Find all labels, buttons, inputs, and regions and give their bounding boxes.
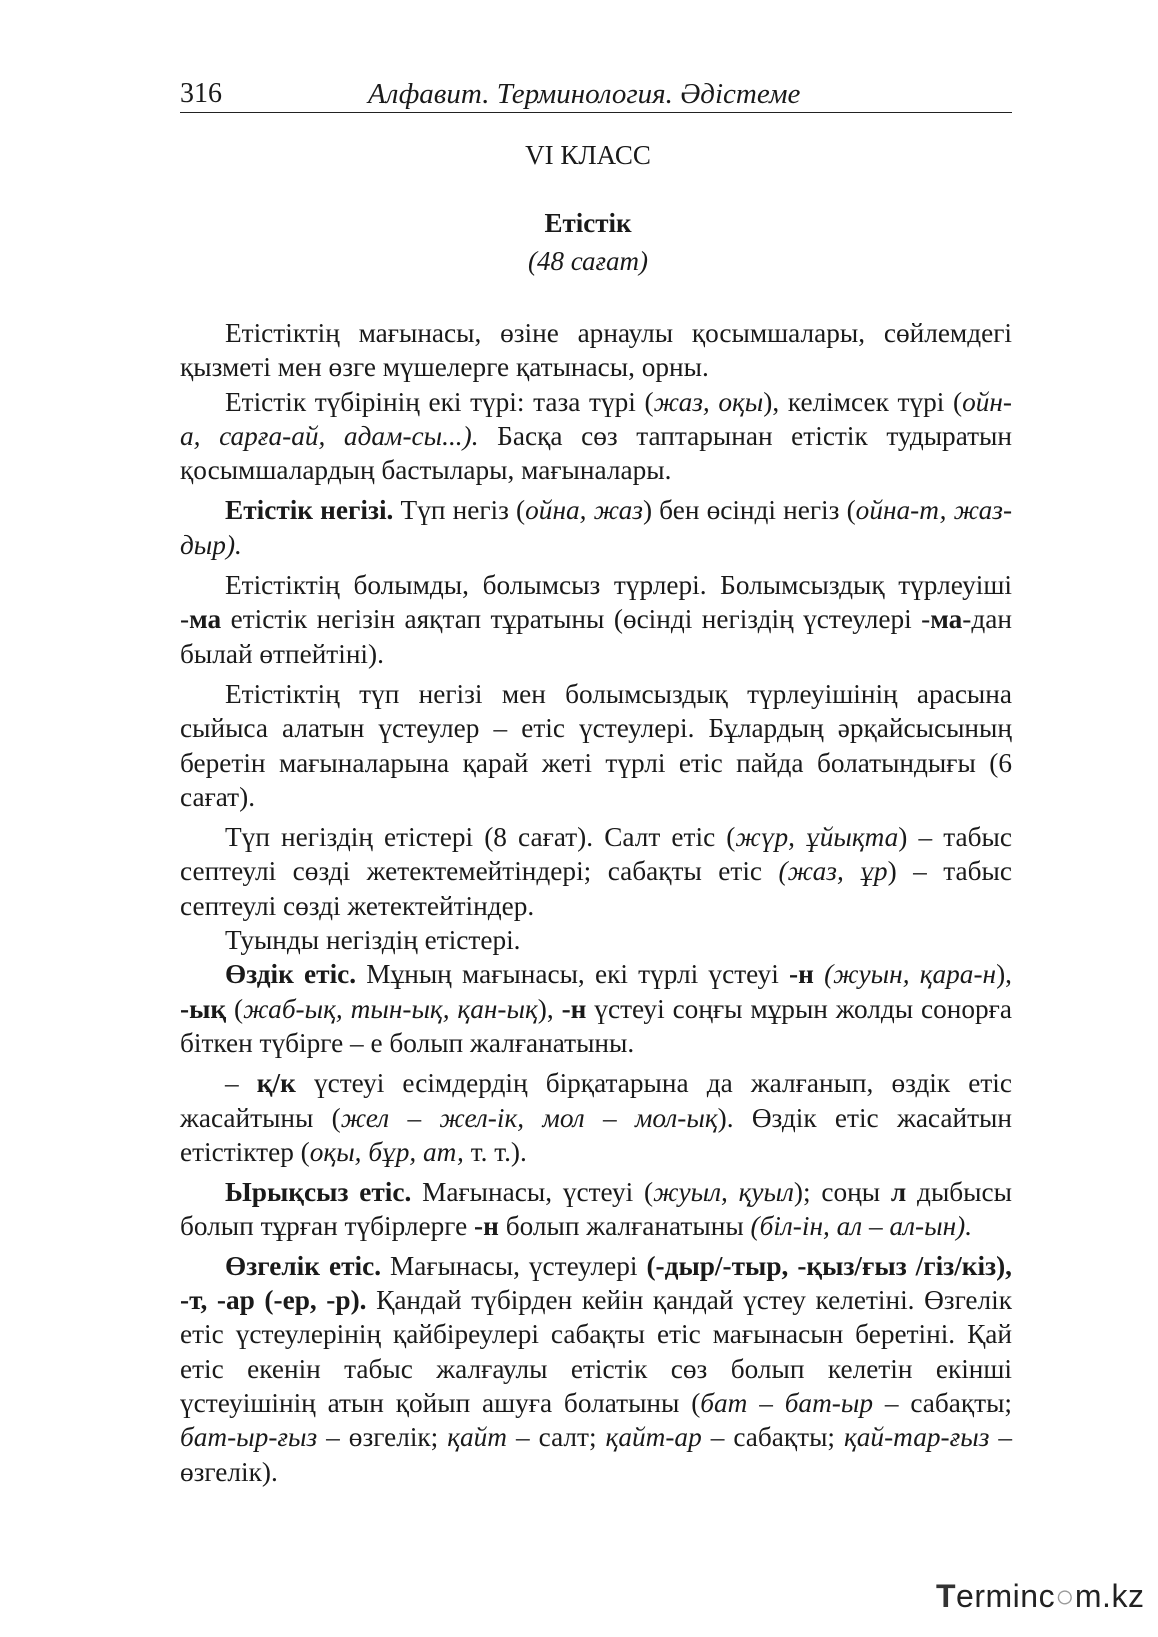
text-run: –: [225, 1068, 257, 1099]
text-run: -дан былай өтпейтіні).: [180, 604, 1012, 669]
text-run: ),: [996, 959, 1012, 990]
text-run: ) бен өсінді негіз (: [642, 495, 856, 526]
paragraph: [180, 1249, 1012, 1489]
paragraph: [180, 820, 1012, 923]
paragraph: [180, 493, 1012, 562]
italic-example: қайт-ар: [605, 1422, 702, 1453]
bold-term: ма: [189, 604, 222, 635]
watermark-part2: m.kz: [1074, 1578, 1145, 1614]
italic-example: (біл-ін, ал – ал-ын).: [750, 1211, 973, 1242]
text-run: – салт;: [507, 1422, 606, 1453]
italic-example: (жуын, қара-н: [824, 959, 997, 990]
text-run: Қандай түбірден кейін қандай үстеу келетіні. Өзгелік етіс үстеулерінің қайбіреулері сабақты етіс мағынасын беретіні. Қай етіс екенін табыс жалғаулы етістік сөз болып келетін екінші үстеуішінің атын қойып ашуға болатыны (: [180, 1285, 1012, 1418]
text-run: ), келімсек түрі (: [763, 386, 963, 417]
watermark-logo: [936, 1578, 1144, 1615]
text-run: Мағынасы, үстеуі (: [411, 1177, 654, 1208]
bold-term: -ық: [180, 993, 227, 1024]
paragraph: [180, 923, 1012, 957]
bold-term: қ/к: [256, 1068, 296, 1099]
text-run: Түп негіз (: [393, 495, 526, 526]
text-run: Мұның мағынасы, екі түрлі үстеуі: [356, 959, 790, 990]
bold-term: Ырықсыз етіс.: [225, 1177, 412, 1208]
italic-example: бат-ыр-ғыз: [180, 1422, 318, 1453]
bold-term: л: [890, 1177, 907, 1208]
text-run: етістік негізін аяқтап тұратыны (өсінді негіздің үстеулері -: [221, 604, 931, 635]
italic-example: жел – жел-ік, мол – мол-ық: [340, 1102, 718, 1133]
text-run: т. т.).: [463, 1136, 527, 1167]
bold-term: (-дыр/-тыр, -қыз/ғыз /гіз/кіз), -т, -ар (-ер, -р).: [180, 1250, 1012, 1316]
italic-example: жүр, ұйықта: [735, 822, 899, 853]
running-title: Алфавит. Терминология. Әдістеме: [368, 78, 801, 110]
section-title: Етістік: [544, 208, 632, 238]
bold-term: ма: [930, 604, 963, 635]
magnifier-icon: ○: [1055, 1578, 1075, 1614]
bold-term: -н: [789, 959, 814, 990]
italic-example: жаз, оқы: [653, 386, 764, 417]
text-run: (: [226, 993, 244, 1024]
text-run: үстеуі есімдердің бірқатарына да жалғанып, өздік етіс жасайтыны (: [180, 1068, 1012, 1133]
text-run: ). Өздік етіс жасайтын етістіктер (: [180, 1102, 1012, 1167]
section-hours: (48 сағат): [527, 246, 649, 276]
italic-example: ойна-т, жаз-дыр).: [180, 495, 1013, 560]
text-run: – сабақты;: [701, 1422, 844, 1453]
bold-term: -н: [561, 993, 587, 1024]
body-text: [180, 316, 1012, 1489]
italic-example: жаб-ық, тын-ық, қан-ық: [243, 993, 538, 1024]
italic-example: қай-тар-ғыз: [844, 1422, 990, 1453]
italic-example: ойна, жаз: [525, 495, 643, 526]
watermark-part1: erminc: [956, 1578, 1056, 1614]
text-run: дыбысы болып тұрған түбірлерге: [180, 1177, 1012, 1242]
text-run: Етістіктің түп негізі мен болымсыздық түрлеуішінің арасына сыйыса алатын үстеулер – етіс үстеулері. Бұлардың әрқайсысының беретін мағыналарына қарай жеті түрлі етіс пайда болатындығы (6 сағат).: [180, 678, 1012, 812]
text-run: ) – табыс септеулі сөзді жетектейтіндер.: [180, 856, 1012, 921]
watermark-prefix: T: [936, 1578, 957, 1614]
page-number: 316: [180, 78, 222, 109]
italic-example: ойн-а, сарға-ай, адам-сы...).: [180, 386, 1012, 451]
paragraph: [180, 385, 1012, 488]
bold-term: -н: [474, 1211, 499, 1242]
text-run: – өзгелік).: [180, 1422, 1013, 1487]
text-run: – сабақты;: [873, 1387, 1013, 1418]
paragraph: [180, 1066, 1012, 1169]
bold-term: Өзгелік етіс.: [225, 1250, 382, 1281]
italic-example: жуыл, қуыл: [653, 1177, 794, 1208]
text-run: Туынды негіздің етістері.: [225, 925, 521, 956]
text-run: Етістіктің мағынасы, өзіне арнаулы қосымшалары, сөйлемдегі қызметі мен өзге мүшелерге қатынасы, орны.: [180, 318, 1012, 383]
class-heading: VI КЛАСС: [525, 140, 651, 170]
paragraph: [180, 1175, 1012, 1244]
paragraph: [180, 568, 1012, 671]
text-run: – өзгелік;: [317, 1422, 448, 1453]
text-run: Басқа сөз таптарынан етістік тудыратын қосымшалардың бастылары, мағыналары.: [180, 420, 1012, 486]
text-run: Етістік түбірінің екі түрі: таза түрі (: [225, 386, 654, 417]
paragraph: [180, 316, 1012, 385]
page-header: [180, 76, 1012, 113]
paragraph: [180, 677, 1012, 814]
italic-example: бат – бат-ыр: [700, 1387, 874, 1418]
paragraph: [180, 957, 1012, 1060]
text-run: болып жалғанатыны: [498, 1211, 751, 1242]
text-run: Мағынасы, үстеулері: [381, 1250, 647, 1281]
text-run: [814, 959, 824, 989]
bold-term: Өздік етіс.: [225, 959, 357, 990]
italic-example: қайт: [447, 1422, 508, 1453]
italic-example: (жаз, ұр: [778, 856, 888, 887]
text-run: ),: [537, 993, 562, 1024]
bold-term: Етістік негізі.: [225, 495, 394, 526]
text-run: ) – табыс септеулі сөзді жетектемейтіндері; сабақты етіс: [180, 822, 1013, 887]
italic-example: оқы, бұр, ат,: [309, 1136, 464, 1167]
text-run: Түп негіздің етістері (8 сағат). Салт етіс (: [225, 822, 736, 853]
text-run: Етістіктің болымды, болымсыз түрлері. Болымсыздық түрлеуіші -: [180, 570, 1012, 635]
text-run: үстеуі соңғы мұрын жолды сонорға біткен түбірге – е болып жалғанатыны.: [180, 993, 1012, 1058]
text-run: ); соңы: [793, 1177, 891, 1208]
